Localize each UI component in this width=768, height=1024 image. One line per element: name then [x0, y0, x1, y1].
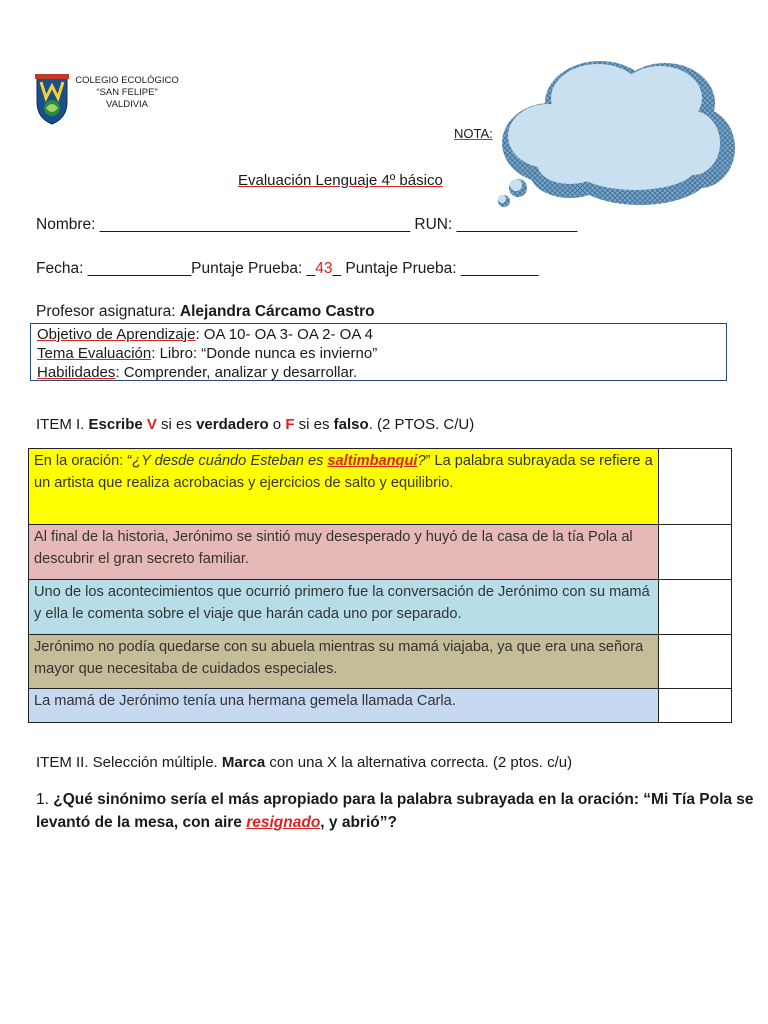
- nota-label: NOTA:: [454, 126, 493, 141]
- item1-instruction: [36, 416, 474, 433]
- statement-1-pre: En la oración: “: [34, 453, 133, 469]
- item1-text-2: si es: [156, 416, 197, 433]
- question-1-number: 1.: [36, 791, 54, 808]
- item2-marca: Marca: [221, 754, 266, 771]
- table-row: [29, 635, 732, 689]
- tema-value: : Libro: “Donde nunca es invierno”: [151, 345, 378, 362]
- school-name: COLEGIO ECOLÓGICO: [75, 75, 179, 86]
- item1-escribe: Escribe: [88, 416, 147, 433]
- profesor-name: Alejandra Cárcamo Castro: [179, 303, 375, 320]
- school-header: [72, 75, 182, 111]
- school-sub: “SAN FELIPE”: [96, 87, 158, 98]
- nombre-run-field[interactable]: Nombre: ____________________________________ RUN: ______________: [36, 216, 578, 233]
- item1-verdadero: verdadero: [196, 416, 269, 433]
- item2-text: con una X la alternativa correcta. (2 ptos. c/u): [265, 754, 573, 771]
- school-logo: [33, 72, 71, 126]
- statement-cell: Al final de la historia, Jerónimo se sintió muy desesperado y huyó de la casa de la tía Pola al descubrir el gran secreto familiar.: [29, 525, 659, 580]
- profesor-label: Profesor asignatura:: [36, 303, 180, 320]
- question-1-keyword: resignado: [246, 814, 321, 831]
- item1-f: F: [285, 416, 295, 433]
- fecha-puntaje-field[interactable]: [36, 260, 538, 278]
- objetivo-label: Objetivo de Aprendizaje: [37, 326, 196, 343]
- profesor-line: [36, 303, 375, 321]
- tema-label: Tema Evaluación: [37, 345, 152, 362]
- item2-label: ITEM II. Selección múltiple.: [36, 754, 222, 771]
- statement-1-italic: ¿Y desde cuándo Esteban es: [132, 453, 328, 469]
- answer-cell-5[interactable]: [659, 689, 732, 723]
- answer-cell-4[interactable]: [659, 635, 732, 689]
- table-row: [29, 580, 732, 635]
- answer-cell-2[interactable]: [659, 525, 732, 580]
- table-row: [29, 449, 732, 525]
- statement-cell: [29, 449, 659, 525]
- statement-cell: La mamá de Jerónimo tenía una hermana gemela llamada Carla.: [29, 689, 659, 723]
- table-row: [29, 525, 732, 580]
- statement-1-post: ” La palabra subrayada se refiere a un artista que realiza acrobacias y ejercicios de salto y equilibrio.: [34, 453, 653, 491]
- question-1-text: ¿Qué sinónimo sería el más apropiado para la palabra subrayada en la oración: “Mi Tía Pola se levantó de la mesa, con aire: [36, 791, 754, 831]
- item1-text-3: o: [268, 416, 286, 433]
- answer-cell-3[interactable]: [659, 580, 732, 635]
- tema-line: [37, 344, 720, 363]
- item1-label: ITEM I.: [36, 416, 89, 433]
- page-title: Evaluación Lenguaje 4º básico: [238, 172, 443, 189]
- fecha-suffix: _ Puntaje Prueba: _________: [332, 260, 539, 277]
- fecha-prefix: Fecha: ____________Puntaje Prueba: _: [36, 260, 316, 277]
- item1-v: V: [146, 416, 157, 433]
- item2-instruction: [36, 754, 572, 771]
- objetivo-line: [37, 325, 720, 344]
- puntaje-value: 43: [315, 260, 333, 277]
- answer-cell-1[interactable]: [659, 449, 732, 525]
- table-row: [29, 689, 732, 723]
- item1-falso: falso: [333, 416, 369, 433]
- objetivo-value: : OA 10- OA 3- OA 2- OA 4: [195, 326, 374, 343]
- item1-points: . (2 PTOS. C/U): [368, 416, 475, 433]
- habilidades-value: : Comprender, analizar y desarrollar.: [115, 364, 358, 381]
- info-box: [30, 323, 727, 381]
- habilidades-line: [37, 363, 720, 382]
- habilidades-label: Habilidades: [37, 364, 116, 381]
- statement-cell: Jerónimo no podía quedarse con su abuela mientras su mamá viajaba, ya que era una señora mayor que necesitaba de cuidados especiales.: [29, 635, 659, 689]
- statement-cell: Uno de los acontecimientos que ocurrió primero fue la conversación de Jerónimo con su mamá y ella le comenta sobre el viaje que harán cada uno por separado.: [29, 580, 659, 635]
- grade-cloud: [490, 48, 735, 218]
- question-1: [36, 788, 756, 834]
- statement-1-italic-end: ?: [417, 453, 426, 469]
- true-false-table: [28, 448, 732, 723]
- question-1-end: , y abrió”?: [320, 814, 397, 831]
- school-city: VALDIVIA: [105, 99, 149, 110]
- statement-1-keyword: saltimbanqui: [327, 453, 418, 469]
- item1-text-4: si es: [294, 416, 334, 433]
